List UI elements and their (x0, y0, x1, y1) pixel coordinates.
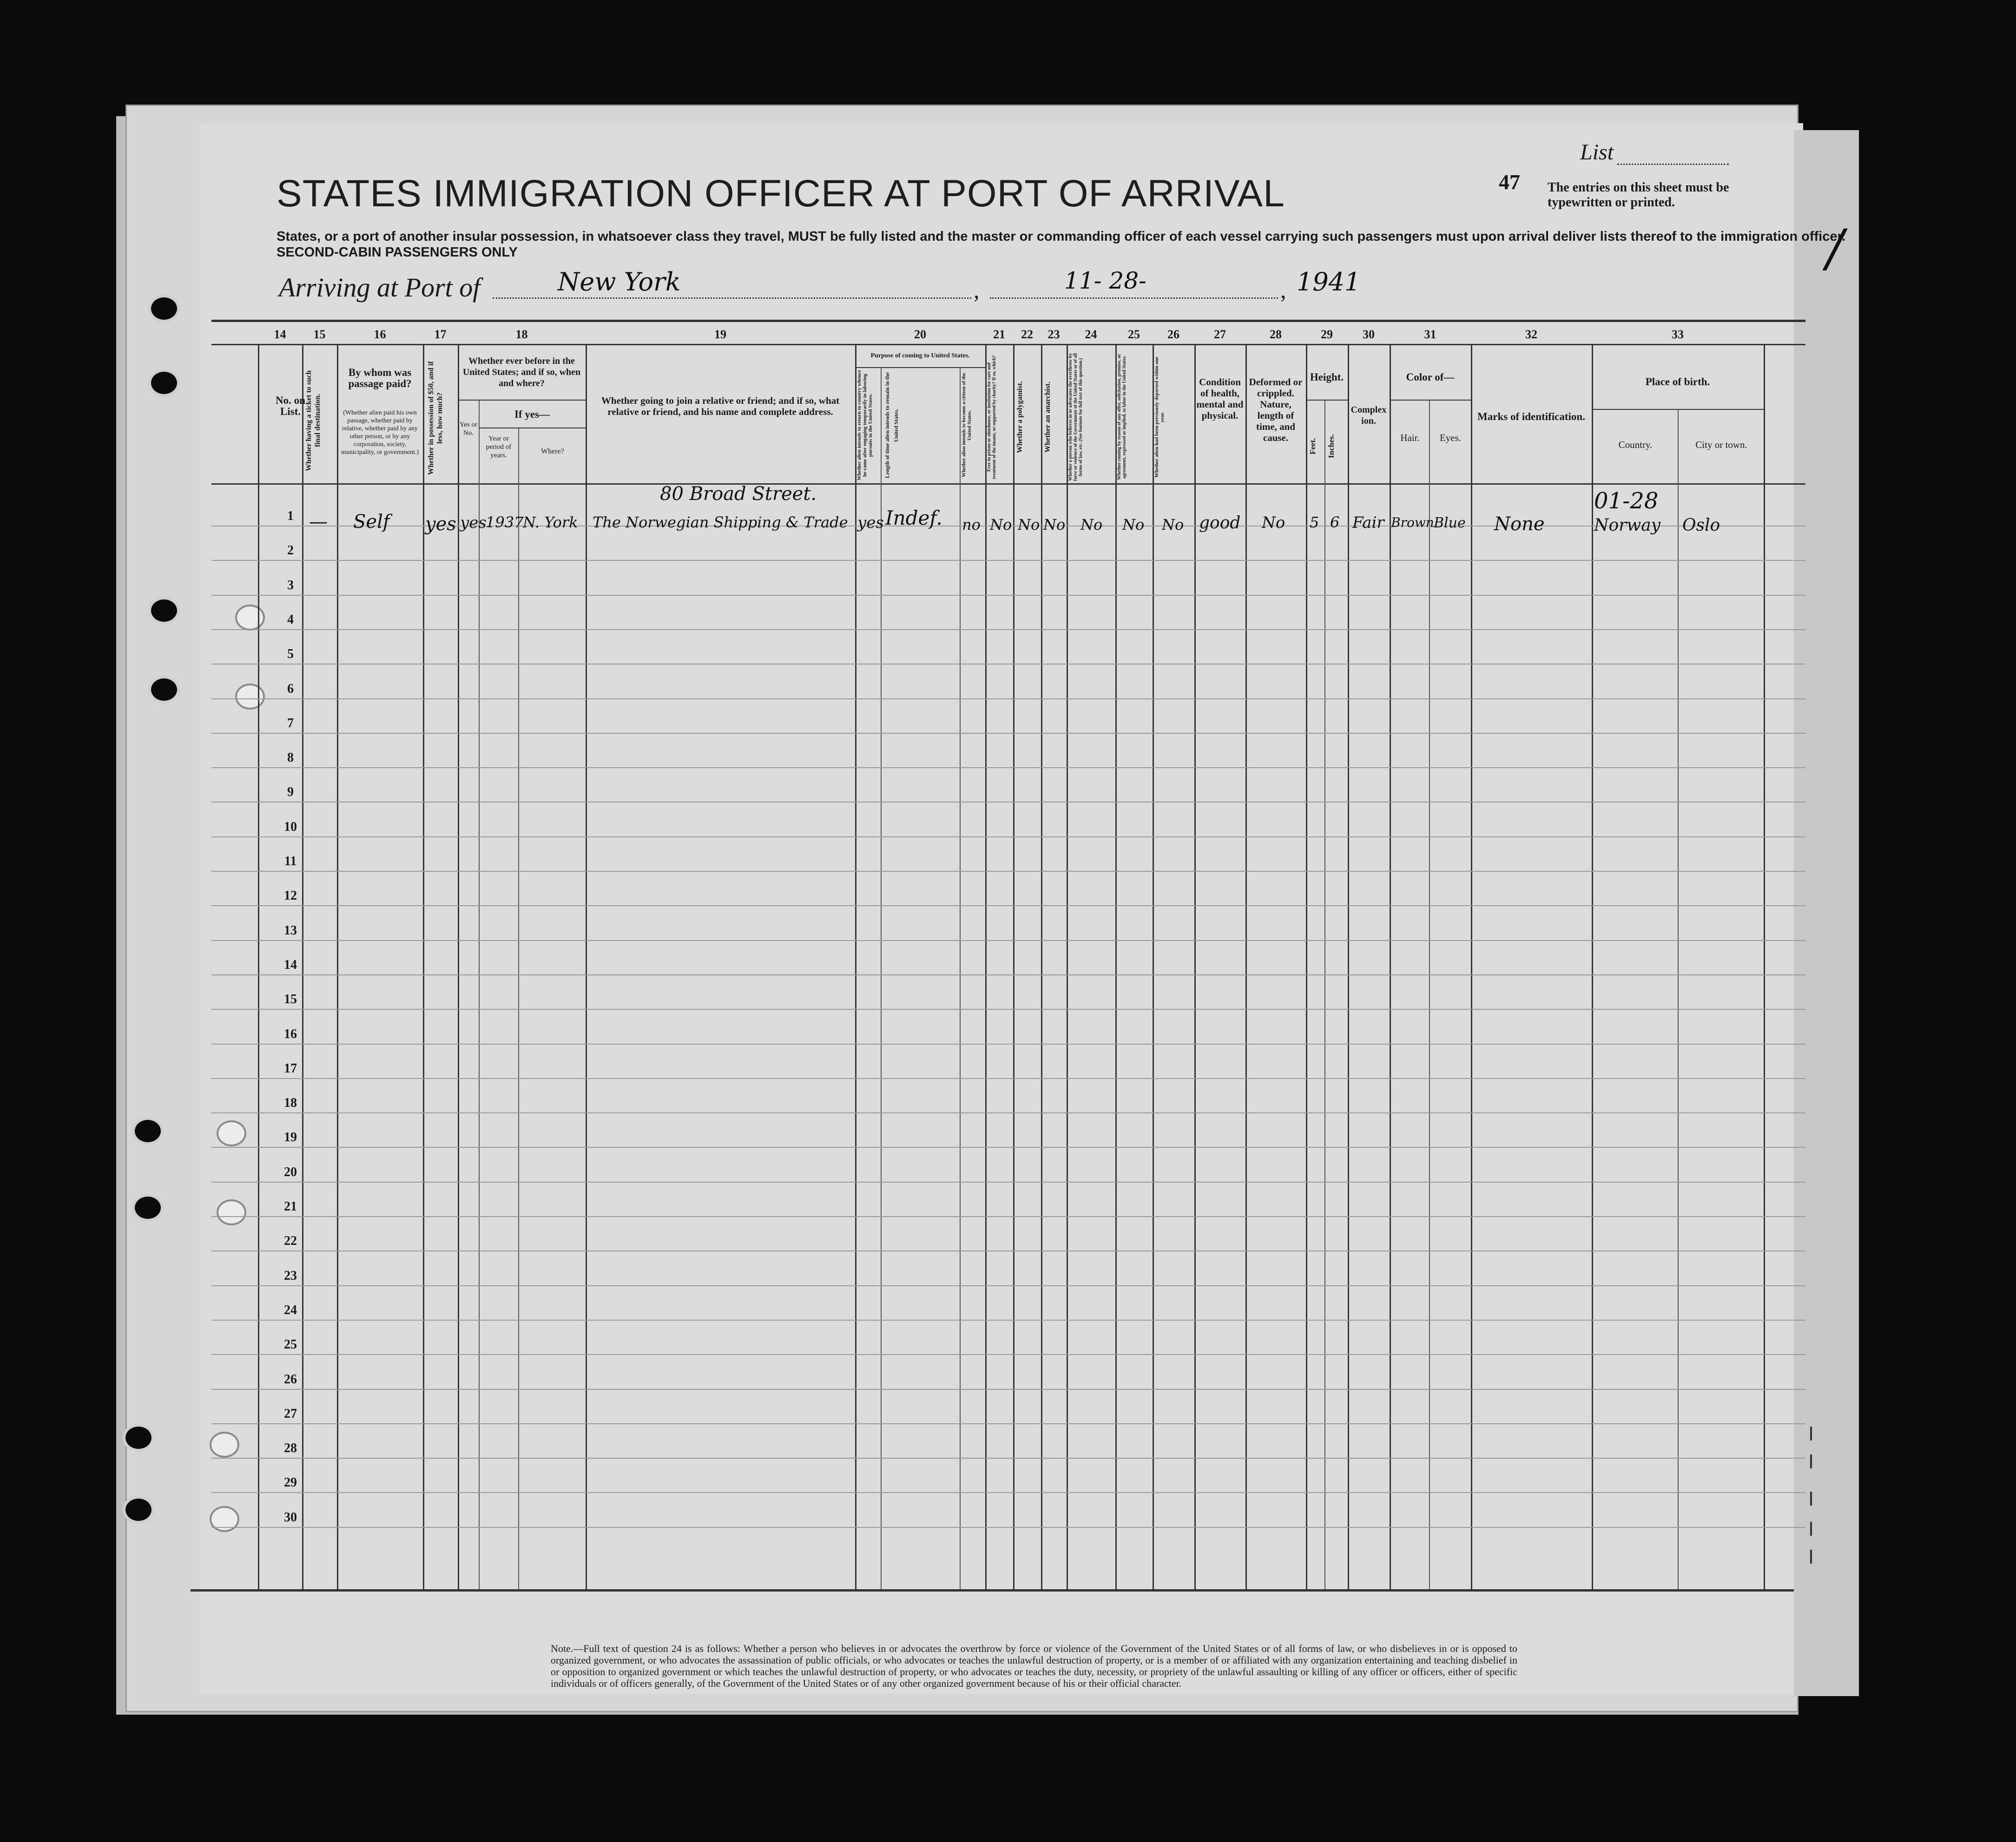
punch-hole-icon (151, 678, 177, 701)
table-bottom-rule (191, 1589, 1794, 1592)
table-row (211, 871, 1805, 872)
cell-birth-note: 01-28 (1594, 488, 1659, 514)
header-place-of-birth: Place of birth. (1645, 376, 1710, 388)
tally-mark (1810, 1492, 1812, 1506)
table-row (211, 1285, 1805, 1286)
row-number: 20 (284, 1164, 297, 1179)
col-number-33: 33 (1672, 328, 1684, 341)
header-where: Where? (541, 447, 564, 455)
row-number: 19 (284, 1130, 297, 1145)
col-number-26: 26 (1167, 328, 1179, 341)
table-row (211, 974, 1805, 975)
col-number-16: 16 (374, 328, 386, 341)
sheet-number: 47 (1499, 170, 1520, 194)
header-bottom-rule (211, 483, 1805, 485)
cell-polygamist: No (1018, 516, 1040, 533)
row-number: 1 (287, 509, 294, 523)
row-number: 12 (284, 888, 297, 903)
header-going-to-join: Whether going to join a relative or friend; and if so, what relative or friend, and his name and complete address. (601, 395, 840, 417)
col-rule (881, 367, 882, 1589)
list-label: List (1580, 140, 1614, 164)
header-anarchist: Whether an anarchist. (1044, 382, 1052, 453)
header-no-on-list: No. on List. (276, 395, 305, 417)
cell-been-before: yes (460, 513, 487, 532)
row-number: 23 (284, 1268, 297, 1283)
cell-passage-paid: Self (353, 511, 390, 533)
header-inches: Inches. (1327, 434, 1336, 458)
header-deformed: Deformed or crippled. Nature, length of time, and cause. (1249, 376, 1303, 443)
sub-rule (855, 367, 985, 368)
col-rule (1067, 344, 1068, 1589)
header-hair: Hair. (1400, 432, 1420, 443)
header-city: City or town. (1695, 439, 1747, 450)
table-row (211, 1354, 1805, 1355)
cell-city: Oslo (1682, 516, 1720, 535)
header-passage-paid-sub: (Whether alien paid his own passage, whether paid by relative, whether paid by any other person, or by any corporation, society, municipality, or government.) (341, 409, 419, 456)
table-row (211, 1112, 1805, 1113)
instruction-line: States, or a port of another insular possession, in whatsoever class they travel, MUST be fully listed and the master or commanding officer of each vessel carrying such passengers must upon arrival deliver lists thereof to the immigration officer. (277, 229, 1846, 244)
header-polygamist: Whether a polygamist. (1016, 381, 1024, 453)
table-row (211, 733, 1805, 734)
sub-rule (1592, 409, 1764, 410)
header-possession-50: Whether in possession of $50, and if less, how much? (427, 361, 444, 475)
row-number: 22 (284, 1234, 297, 1249)
punch-hole-icon (135, 1120, 161, 1142)
col-rule (855, 344, 856, 1589)
header-prison: Ever in prison or almshouse, or institution for care and treatment of the insane, or supported by charity? If so, which? (987, 355, 997, 479)
row-number: 2 (287, 543, 294, 558)
punch-hole-icon (125, 1499, 152, 1521)
tally-mark (1810, 1454, 1812, 1468)
table-row (211, 698, 1805, 699)
table-row (211, 1458, 1805, 1459)
sheet-note: The entries on this sheet must be typewritten or printed. (1548, 180, 1729, 210)
row-number: 14 (284, 957, 297, 972)
header-overthrow: Whether a person who believes in or advocates the overthrow by force or violence of the Government of the United States or of all forms of law, etc. (See footnote for full text of this question.) (1068, 353, 1083, 481)
row-number: 8 (287, 750, 294, 765)
col-rule (1153, 344, 1154, 1589)
row-number: 18 (284, 1096, 297, 1111)
row-number: 25 (284, 1337, 297, 1352)
col-number-17: 17 (434, 328, 447, 341)
header-return-intent: Whether alien intends to return to country whence he came after engaging temporarily in laboring pursuits in the United States. (856, 370, 873, 480)
row-number: 24 (284, 1303, 297, 1317)
header-complexion: Complexion. (1351, 405, 1387, 426)
col-rule (586, 344, 587, 1589)
punch-hole-icon (218, 1122, 244, 1145)
row-number: 28 (284, 1441, 297, 1456)
col-rule (479, 400, 480, 1589)
col-rule (258, 344, 259, 1589)
header-yes-no: Yes or No. (459, 421, 478, 437)
row-number: 21 (284, 1199, 297, 1214)
col-number-14: 14 (274, 328, 286, 341)
row-number: 30 (284, 1510, 297, 1525)
col-number-27: 27 (1214, 328, 1226, 341)
header-marks: Marks of identification. (1477, 411, 1585, 422)
table-row (211, 836, 1805, 837)
cell-country: Norway (1594, 516, 1660, 535)
table-row (211, 1250, 1805, 1251)
punch-hole-icon (151, 372, 177, 394)
cell-inches: 6 (1330, 513, 1340, 531)
col-number-24: 24 (1085, 328, 1097, 341)
col-number-30: 30 (1363, 328, 1375, 341)
row-number: 4 (287, 612, 294, 627)
cell-ticket: — (309, 511, 328, 533)
cell-offer-labor: No (1122, 516, 1145, 533)
cell-joining: The Norwegian Shipping & Trade (593, 513, 848, 531)
punch-hole-icon (151, 599, 177, 622)
col-number-20: 20 (914, 328, 926, 341)
sub-rule (458, 400, 586, 401)
cell-prison: No (990, 516, 1012, 533)
col-rule (1324, 400, 1325, 1589)
table-row (211, 767, 1805, 768)
cell-address: 80 Broad Street. (660, 483, 817, 505)
table-row (211, 629, 1805, 630)
row-number: 6 (287, 681, 294, 696)
cell-deported: No (1162, 516, 1184, 533)
col-rule (1041, 344, 1042, 1589)
cell-complexion: Fair (1352, 513, 1384, 532)
col-rule (1245, 344, 1247, 1589)
col-rule (1348, 344, 1349, 1589)
col-number-25: 25 (1128, 328, 1140, 341)
header-color-of: Color of— (1406, 371, 1455, 383)
margin-mark: / (1826, 218, 1844, 278)
table-row (211, 1216, 1805, 1217)
table-row (211, 802, 1805, 803)
arriving-label: Arriving at Port of (279, 272, 481, 303)
col-number-23: 23 (1048, 328, 1060, 341)
cell-anarchist: No (1043, 516, 1066, 533)
class-line: SECOND-CABIN PASSENGERS ONLY (277, 245, 518, 260)
table-row (211, 1389, 1805, 1390)
header-offer-labor: Whether coming by reason of any offer, solicitation, promise, or agreement, expressed or implied, to labor in the United States. (1117, 354, 1127, 480)
cell-year: 1937 (486, 513, 524, 531)
col-number-29: 29 (1321, 328, 1333, 341)
col-number-19: 19 (714, 328, 726, 341)
col-rule (1764, 344, 1765, 1589)
col-rule (518, 428, 519, 1589)
cell-overthrow: No (1080, 516, 1103, 533)
col-number-28: 28 (1270, 328, 1282, 341)
row-number: 13 (284, 923, 297, 938)
header-passage-paid: By whom was passage paid? (348, 367, 412, 389)
cell-length-of-stay: Indef. (885, 507, 942, 529)
row-number: 26 (284, 1372, 297, 1387)
list-number-line (1617, 164, 1729, 165)
table-row (211, 905, 1805, 906)
row-number: 3 (287, 578, 294, 592)
col-number-22: 22 (1021, 328, 1033, 341)
row-number: 17 (284, 1061, 297, 1076)
sub-rule (1306, 400, 1348, 401)
cell-eyes: Blue (1434, 515, 1466, 531)
cell-health: good (1199, 513, 1241, 533)
table-row (211, 1182, 1805, 1183)
table-row (211, 1492, 1805, 1493)
table-row (211, 1423, 1805, 1424)
row-number: 27 (284, 1406, 297, 1421)
table-row (211, 560, 1805, 561)
punch-hole-icon (151, 297, 177, 320)
table-row (211, 1320, 1805, 1321)
binding-strip (1794, 130, 1859, 1696)
punch-hole-icon (211, 1434, 237, 1456)
sub-rule (1390, 400, 1471, 401)
col-rule (1194, 344, 1196, 1589)
col-rule (423, 344, 424, 1589)
tally-mark (1810, 1550, 1812, 1564)
port-value: New York (558, 267, 681, 296)
footnote: Note.—Full text of question 24 is as follows: Whether a person who believes in or advocates the overthrow by force or violence of the Government of the United States or of all forms of law, or who disbelieves in or is opposed to organized government, or who advocates the assassination of public officials, or who advocates or teaches the unlawful destruction of property, or is a member of or affiliated with any organization entertaining and teaching disbelief in or opposition to organized government or which teaches the unlawful destruction of property, or who advocates or teaches the duty, necessity, or propriety of the unlawful assaulting or killing of any officer or officers, either of specific individuals or of officers generally, of the Government of the United States or of any other organized government because of his or their official character. (551, 1643, 1517, 1689)
header-length-of-stay: Length of time alien intends to remain in the United States. (884, 372, 899, 478)
column-number-rule (211, 344, 1805, 345)
table-row (211, 940, 1805, 941)
comma: , (974, 277, 980, 303)
col-rule (985, 344, 987, 1589)
cell-has-50: yes (425, 513, 456, 535)
cell-hair: Brown (1391, 515, 1434, 530)
punch-hole-icon (135, 1197, 161, 1219)
row-number: 15 (284, 992, 297, 1007)
port-line (493, 297, 971, 299)
row-number: 11 (284, 854, 297, 868)
punch-hole-icon (218, 1201, 244, 1224)
header-deported: Whether alien had been previously deported within one year. (1154, 356, 1165, 478)
row-number: 16 (284, 1026, 297, 1041)
cell-return-intent: yes (857, 513, 884, 532)
col-rule (1678, 409, 1679, 1589)
table-row (211, 1009, 1805, 1010)
col-number-31: 31 (1424, 328, 1436, 341)
col-number-21: 21 (993, 328, 1005, 341)
col-number-32: 32 (1525, 328, 1537, 341)
cell-feet: 5 (1310, 513, 1319, 531)
header-height: Height. (1310, 371, 1344, 383)
col-rule (1471, 344, 1472, 1589)
header-purpose: Purpose of coming to United States. (870, 352, 970, 359)
table-row (211, 1527, 1805, 1528)
col-rule (337, 344, 338, 1589)
header-feet: Feet. (1308, 438, 1317, 454)
col-rule (458, 344, 459, 1589)
document-title: STATES IMMIGRATION OFFICER AT PORT OF ARRIVAL (277, 172, 1285, 215)
row-number: 10 (284, 819, 297, 834)
header-citizen-intent: Whether alien intends to become a citizen of the United States. (961, 373, 972, 478)
col-number-18: 18 (515, 328, 528, 341)
row-number: 5 (287, 647, 294, 662)
header-country: Country. (1618, 439, 1653, 450)
punch-hole-icon (125, 1427, 152, 1449)
cell-citizen-intent: no (962, 516, 981, 533)
table-top-rule (211, 320, 1805, 322)
col-rule (1306, 344, 1307, 1589)
date-value: 11- 28- (1064, 267, 1146, 294)
row-number: 7 (287, 716, 294, 730)
col-rule (1429, 400, 1430, 1589)
comma: , (1280, 277, 1286, 303)
cell-where: N. York (523, 513, 578, 531)
tally-mark (1810, 1427, 1812, 1441)
header-year: Year or period of years. (486, 435, 512, 459)
year-value: 1941 (1297, 267, 1361, 296)
table-row (211, 1078, 1805, 1079)
col-rule (960, 367, 961, 1589)
date-line (990, 297, 1278, 299)
table-row (211, 1044, 1805, 1045)
table-row (211, 595, 1805, 596)
col-rule (1592, 344, 1593, 1589)
col-rule (1115, 344, 1117, 1589)
cell-deformed: No (1262, 513, 1285, 532)
header-ever-before: Whether ever before in the United States; and if so, when and where? (462, 356, 581, 388)
tally-mark (1810, 1522, 1812, 1536)
header-eyes: Eyes. (1439, 432, 1462, 443)
header-ticket: Whether having a ticket to such final destination. (305, 370, 322, 471)
header-condition: Condition of health, mental and physical. (1196, 376, 1244, 421)
col-rule (1390, 344, 1391, 1589)
col-rule (1013, 344, 1015, 1589)
cell-marks: None (1494, 513, 1545, 535)
table-row (211, 1147, 1805, 1148)
row-number: 29 (284, 1475, 297, 1490)
col-number-15: 15 (313, 328, 326, 341)
header-if-yes: If yes— (514, 408, 550, 420)
row-number: 9 (287, 785, 294, 800)
